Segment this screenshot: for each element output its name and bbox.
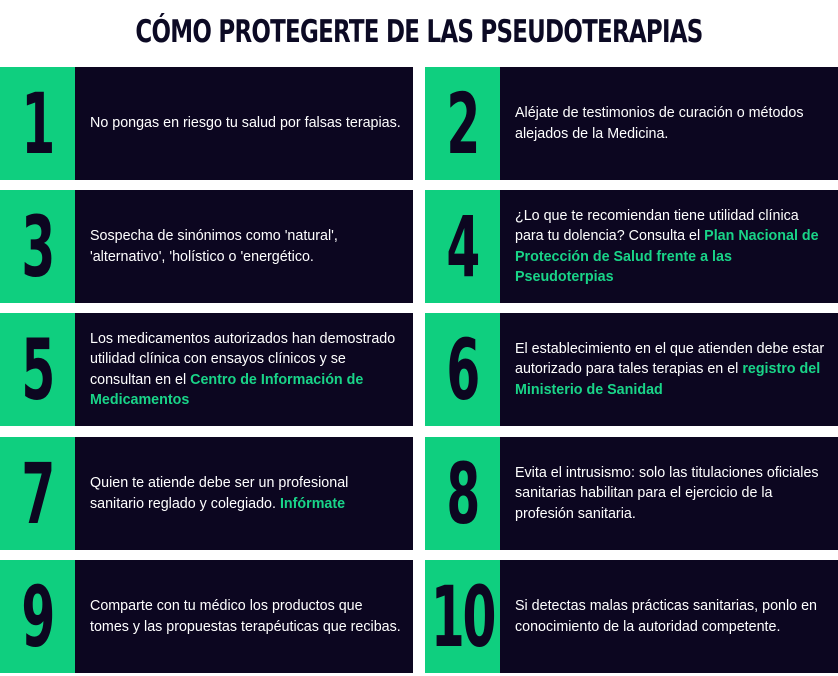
- tip-number: 6: [446, 320, 479, 419]
- tip-number: 2: [446, 74, 479, 173]
- tip-number: 3: [21, 197, 54, 296]
- tip-text: [90, 113, 401, 134]
- tip-text-content: ¿Lo que te recomiendan tiene utilidad clínica para tu dolencia? Consulta el: [515, 207, 799, 244]
- tip-number-badge: [0, 560, 75, 673]
- tip-text: [90, 473, 401, 514]
- tip-number: 4: [446, 197, 479, 296]
- tip-number: 9: [21, 567, 54, 666]
- tip-card-8: [425, 437, 838, 550]
- tip-text-content: Evita el intrusismo: solo las titulaciones oficiales sanitarias habilitan para el ejercicio de la profesión sanitaria.: [515, 464, 819, 522]
- tip-text: [515, 463, 826, 525]
- tip-number-badge: [425, 67, 500, 180]
- tip-card-5: [0, 313, 413, 426]
- tip-number-badge: [425, 560, 500, 673]
- tip-text: [90, 596, 401, 637]
- tip-card-7: [0, 437, 413, 550]
- tip-number-badge: [0, 190, 75, 303]
- tip-number-badge: [0, 313, 75, 426]
- tip-number-badge: [425, 437, 500, 550]
- tip-text: [515, 103, 826, 144]
- tip-text-content: Si detectas malas prácticas sanitarias, ponlo en conocimiento de la autoridad competente.: [515, 598, 817, 635]
- tip-text-content: Aléjate de testimonios de curación o métodos alejados de la Medicina.: [515, 105, 804, 142]
- tip-text: [515, 206, 826, 288]
- tip-card-10: [425, 560, 838, 673]
- tip-text: [515, 596, 826, 637]
- tip-number-badge: [425, 190, 500, 303]
- tip-card-3: [0, 190, 413, 303]
- tip-number: 7: [21, 444, 54, 543]
- tip-number: 8: [446, 444, 479, 543]
- tip-text-content: Los medicamentos autorizados han demostrado utilidad clínica con ensayos clínicos y se consultan en el: [90, 330, 396, 388]
- tip-link-plan-nacional[interactable]: Plan Nacional de Protección de Salud frente a las Pseudoterpias: [515, 228, 819, 285]
- tip-text: [90, 329, 401, 411]
- tip-number: 10: [430, 567, 495, 666]
- tip-number-badge: [0, 67, 75, 180]
- tip-card-4: [425, 190, 838, 303]
- tip-link-registro[interactable]: registro del Ministerio de Sanidad: [515, 361, 821, 398]
- tip-text-content: El establecimiento en el que atienden debe estar autorizado para tales terapias en el: [515, 340, 825, 378]
- page-title: CÓMO PROTEGERTE DE LAS PSEUDOTERAPIAS: [135, 14, 703, 50]
- tip-link-cima[interactable]: Centro de Información de Medicamentos: [90, 371, 364, 408]
- tip-card-6: [425, 313, 838, 426]
- tip-number-badge: [0, 437, 75, 550]
- tip-number: 5: [21, 320, 54, 419]
- tip-card-1: [0, 67, 413, 180]
- tip-text-content: No pongas en riesgo tu salud por falsas terapias.: [90, 115, 401, 132]
- tip-text-content: Quien te atiende debe ser un profesional sanitario reglado y colegiado.: [90, 475, 349, 512]
- tip-text: [90, 226, 401, 267]
- tip-text-content: Sospecha de sinónimos como 'natural', 'alternativo', 'holístico o 'energético.: [90, 228, 338, 265]
- tip-text-content: Comparte con tu médico los productos que tomes y las propuestas terapéuticas que recibas.: [90, 598, 401, 635]
- tip-card-2: [425, 67, 838, 180]
- tip-link-informate[interactable]: Infórmate: [279, 495, 346, 512]
- tip-number-badge: [425, 313, 500, 426]
- tip-text: [515, 339, 826, 401]
- tip-number: 1: [21, 74, 54, 173]
- tip-card-9: [0, 560, 413, 673]
